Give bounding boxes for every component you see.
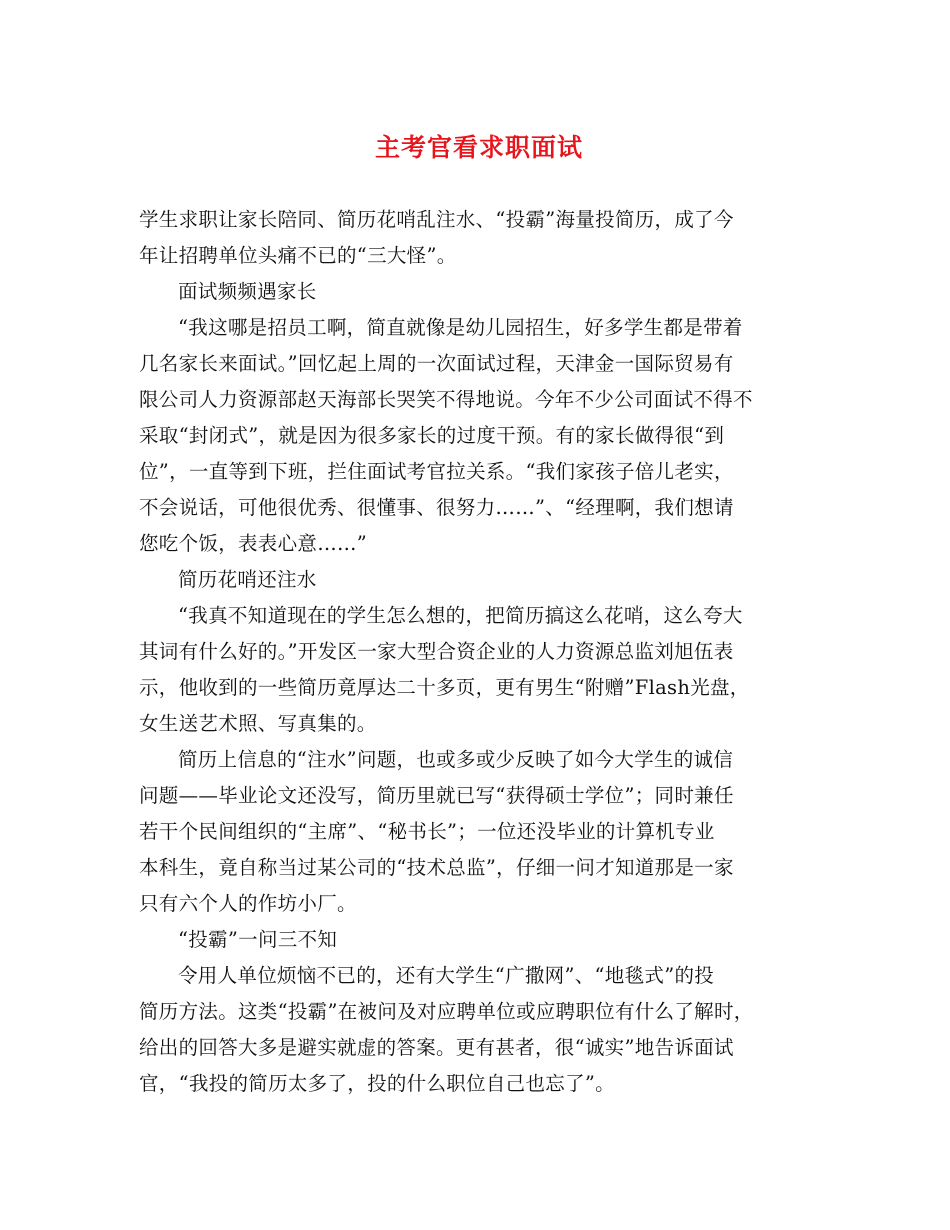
paragraph-line: 简历上信息的“注水”问题，也或多或少反映了如今大学生的诚信 (178, 748, 734, 771)
paragraph-line: 令用人单位烦恼不已的，还有大学生“广撒网”、“地毯式”的投 (178, 964, 715, 987)
heading-line: “投霸”一问三不知 (178, 928, 338, 951)
paragraph-line: 其词有什么好的。”开发区一家大型合资企业的人力资源总监刘旭伍表 (139, 640, 734, 663)
touba-paragraph (139, 958, 819, 1102)
section-heading-parents (139, 274, 819, 310)
paragraph-line: 女生送艺术照、写真集的。 (139, 712, 377, 735)
heading-line: 简历花哨还注水 (178, 568, 317, 591)
paragraph-line: 官，“我投的简历太多了，投的什么职位自己也忘了”。 (139, 1072, 615, 1095)
paragraph-line: “我真不知道现在的学生怎么想的，把简历搞这么花哨，这么夸大 (178, 604, 743, 627)
paragraph-line: 不会说话，可他很优秀、很懂事、很努力……”、“经理啊，我们想请 (139, 496, 734, 519)
parents-paragraph (139, 310, 819, 562)
paragraph-line: “我这哪是招员工啊，简直就像是幼儿园招生，好多学生都是带着 (178, 316, 743, 339)
section-heading-resume (139, 562, 819, 598)
paragraph-line: 学生求职让家长陪同、简历花哨乱注水、“投霸”海量投简历，成了今 (139, 208, 734, 231)
paragraph-line: 几名家长来面试。”回忆起上周的一次面试过程，天津金一国际贸易有 (139, 352, 734, 375)
paragraph-line: 位”，一直等到下班，拦住面试考官拉关系。“我们家孩子倍儿老实， (139, 460, 734, 483)
paragraph-line: 示，他收到的一些简历竟厚达二十多页，更有男生“附赠”Flash光盘， (139, 676, 750, 699)
paragraph-line: 限公司人力资源部赵天海部长哭笑不得地说。今年不少公司面试不得不 (139, 388, 753, 411)
paragraph-line: 年让招聘单位头痛不已的“三大怪”。 (139, 244, 457, 267)
paragraph-line: 若干个民间组织的“主席”、“秘书长”；一位还没毕业的计算机专业 (139, 820, 715, 843)
paragraph-line: 简历方法。这类“投霸”在被问及对应聘单位或应聘职位有什么了解时， (139, 1000, 754, 1023)
heading-line: 面试频频遇家长 (178, 280, 317, 303)
section-heading-toubа (139, 922, 819, 958)
intro-paragraph (139, 202, 819, 274)
integrity-paragraph (139, 742, 819, 922)
paragraph-line: 只有六个人的作坊小厂。 (139, 892, 357, 915)
paragraph-line: 问题——毕业论文还没写，简历里就已写“获得硕士学位”；同时兼任 (139, 784, 734, 807)
paragraph-line: 您吃个饭，表表心意……” (139, 532, 368, 555)
paragraph-line: 本科生，竟自称当过某公司的“技术总监”，仔细一问才知道那是一家 (139, 856, 734, 879)
paragraph-line: 采取“封闭式”，就是因为很多家长的过度干预。有的家长做得很“到 (139, 424, 725, 447)
document-title: 主考官看求职面试 (374, 133, 583, 162)
resume-paragraph (139, 598, 819, 742)
paragraph-line: 给出的回答大多是避实就虚的答案。更有甚者，很“诚实”地告诉面试 (139, 1036, 734, 1059)
